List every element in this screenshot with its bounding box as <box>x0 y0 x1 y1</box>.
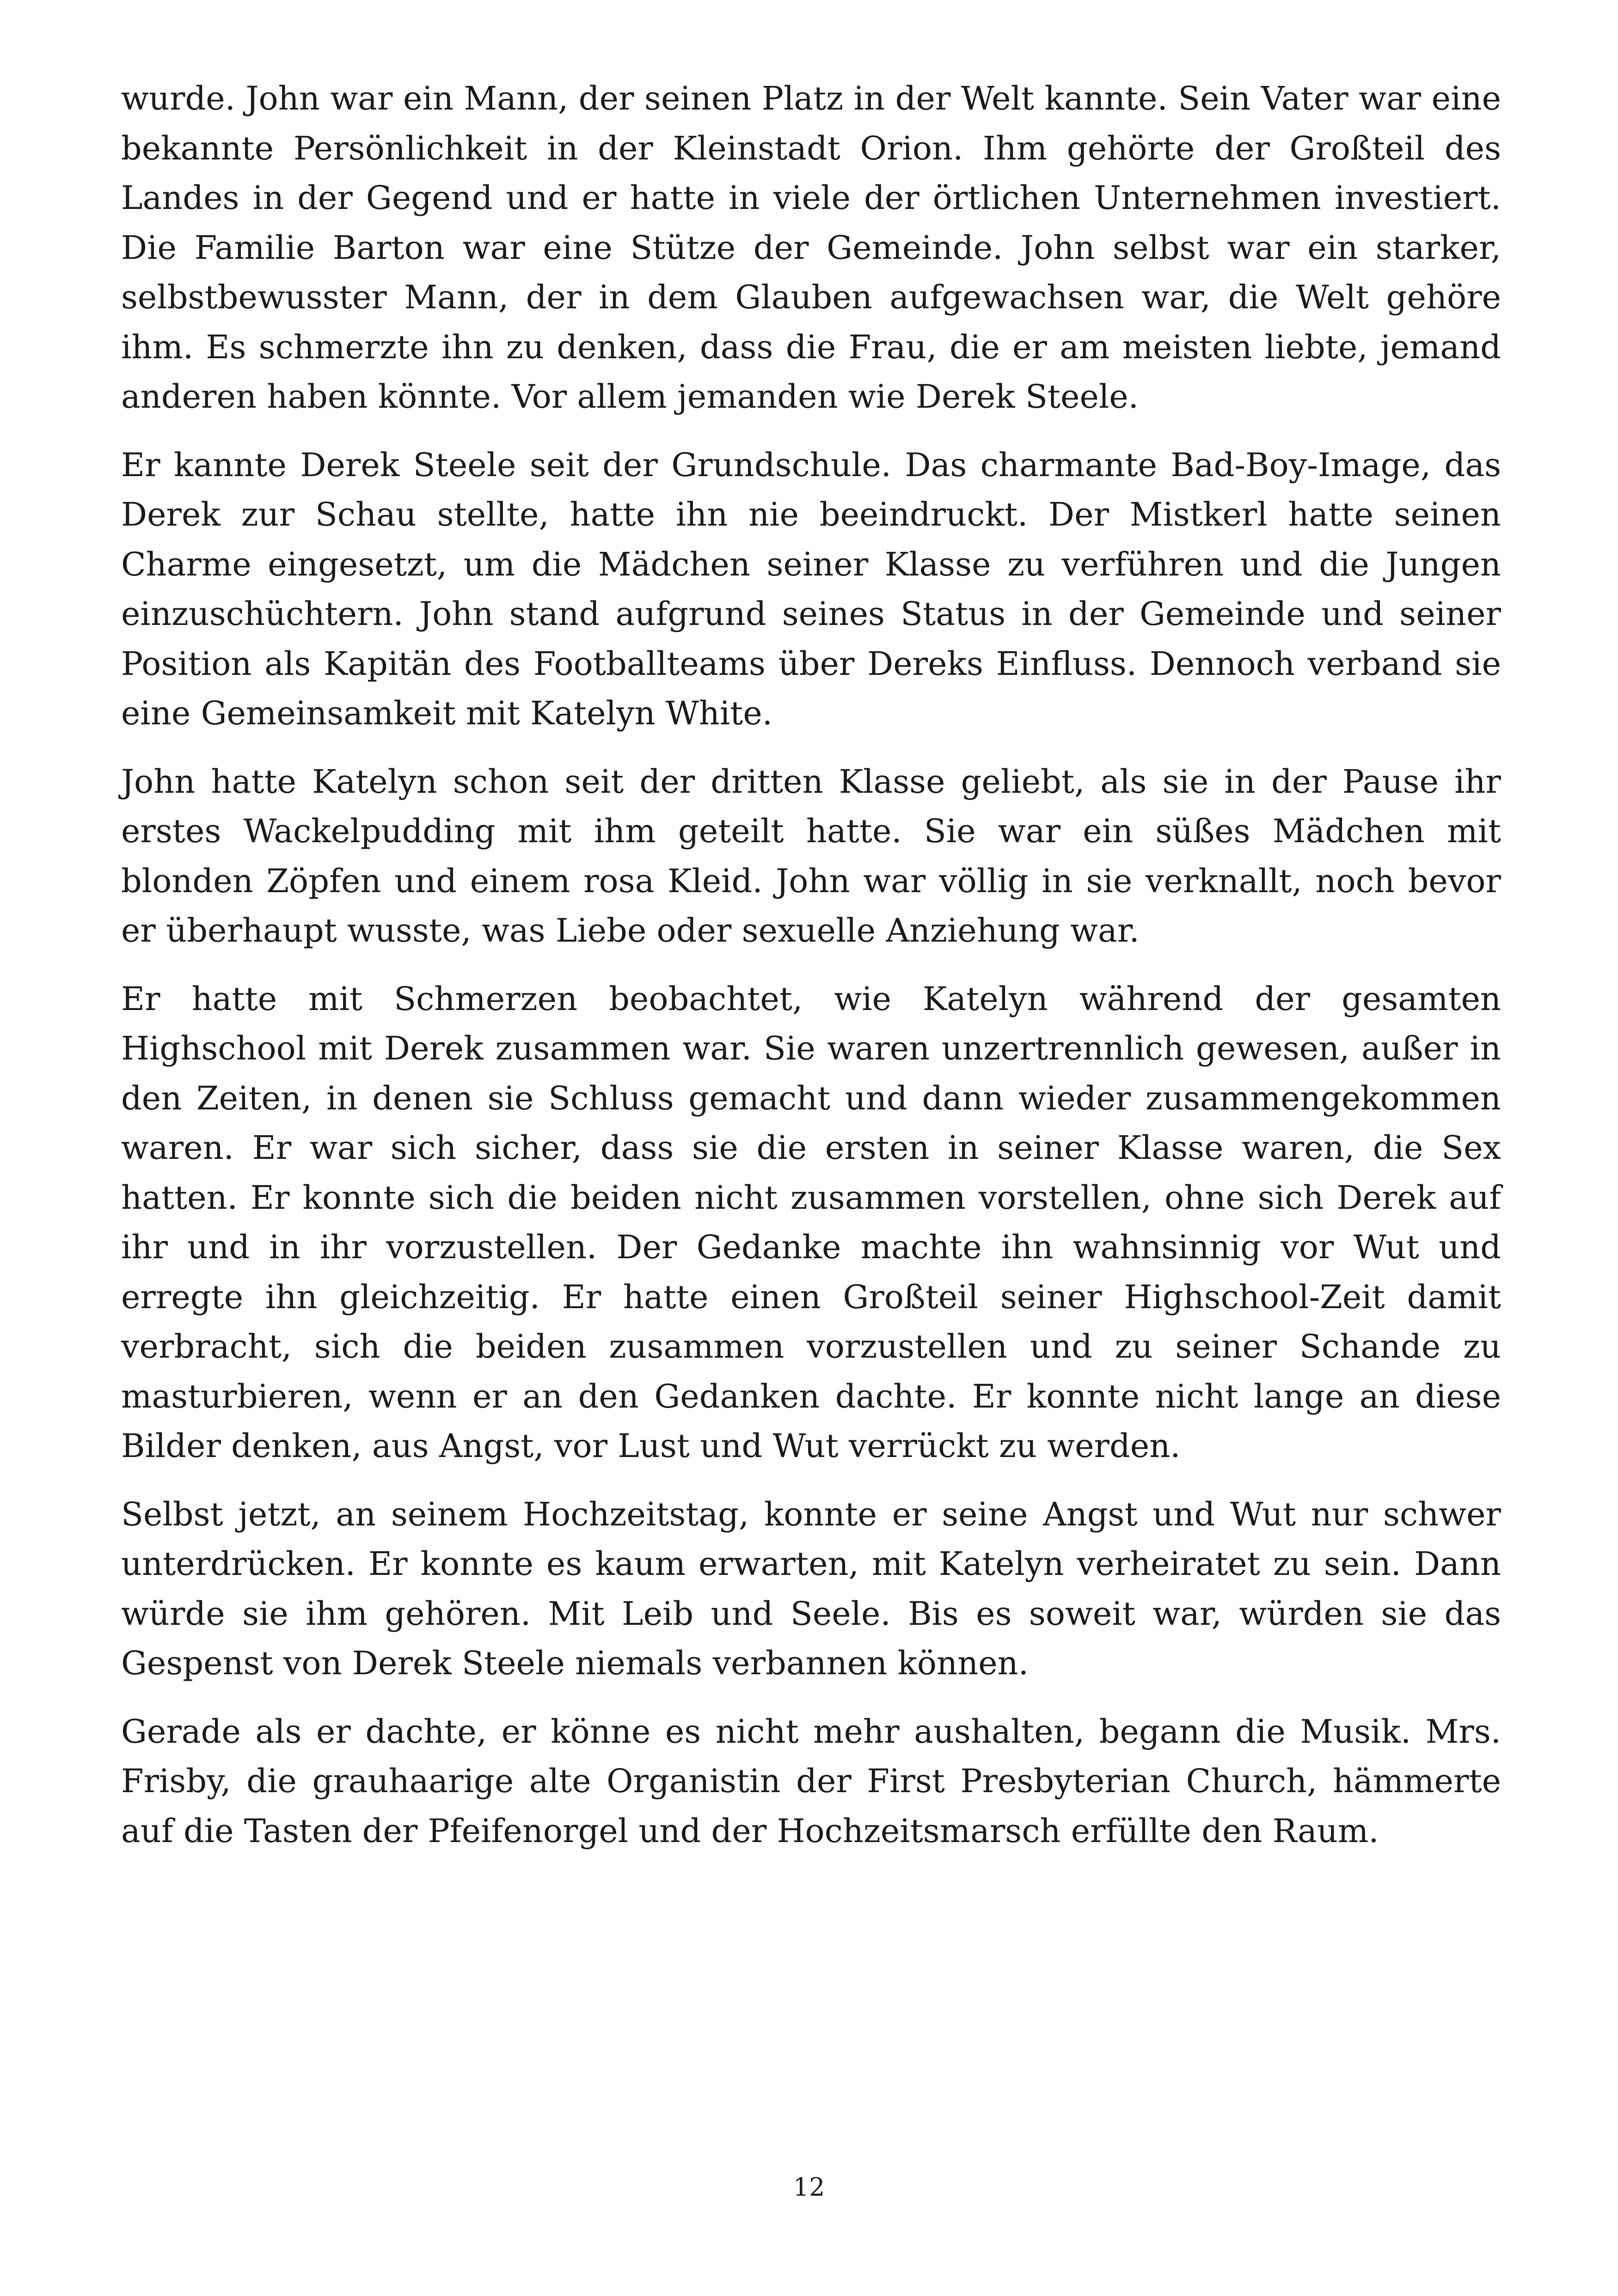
paragraph: wurde. John war ein Mann, der seinen Platz in der Welt kannte. Sein Vater war eine bekannte Persönlichkeit in der Kleinstadt Orion. Ihm gehörte der Großteil des Landes in der Gegend und er hatte in viele der örtlichen Unternehmen investiert. Die Familie Barton war eine Stütze der Gemeinde. John selbst war ein starker, selbstbewusster Mann, der in dem Glauben aufgewachsen war, die Welt gehöre ihm. Es schmerzte ihn zu denken, dass die Frau, die er am meisten liebte, jemand anderen haben könnte. Vor allem jemanden wie Derek Steele. <box>121 80 1501 416</box>
body-text <box>121 74 1501 1874</box>
paragraph: Er hatte mit Schmerzen beobachtet, wie Katelyn während der gesamten Highschool mit Derek zusammen war. Sie waren unzertrennlich gewesen, außer in den Zeiten, in denen sie Schluss gemacht und dann wieder zusammengekommen waren. Er war sich sicher, dass sie die ersten in seiner Klasse waren, die Sex hatten. Er konnte sich die beiden nicht zusammen vorstellen, ohne sich Derek auf ihr und in ihr vorzustellen. Der Gedanke machte ihn wahnsinnig vor Wut und erregte ihn gleichzeitig. Er hatte einen Großteil seiner Highschool-Zeit damit verbracht, sich die beiden zusammen vorzustellen und zu seiner Schande zu masturbieren, wenn er an den Gedanken dachte. Er konnte nicht lange an diese Bilder denken, aus Angst, vor Lust und Wut verrückt zu werden. <box>121 980 1501 1465</box>
paragraph: Er kannte Derek Steele seit der Grundschule. Das charmante Bad-Boy-Image, das Derek zur Schau stellte, hatte ihn nie beeindruckt. Der Mistkerl hatte seinen Charme eingesetzt, um die Mädchen seiner Klasse zu verführen und die Jungen einzuschüchtern. John stand aufgrund seines Status in der Gemeinde und seiner Position als Kapitän des Footballteams über Dereks Einfluss. Dennoch verband sie eine Gemeinsamkeit mit Katelyn White. <box>121 446 1501 732</box>
paragraph: John hatte Katelyn schon seit der dritten Klasse geliebt, als sie in der Pause ihr erstes Wackelpudding mit ihm geteilt hatte. Sie war ein süßes Mädchen mit blonden Zöpfen und einem rosa Kleid. John war völlig in sie verknallt, noch bevor er überhaupt wusste, was Liebe oder sexuelle Anziehung war. <box>121 762 1501 949</box>
paragraph: Gerade als er dachte, er könne es nicht mehr aushalten, begann die Musik. Mrs. Frisby, die grauhaarige alte Organistin der First Presbyterian Church, hämmerte auf die Tasten der Pfeifenorgel und der Hochzeitsmarsch erfüllte den Raum. <box>121 1712 1501 1850</box>
page-number: 12 <box>793 2173 825 2202</box>
paragraph: Selbst jetzt, an seinem Hochzeitstag, konnte er seine Angst und Wut nur schwer unterdrücken. Er konnte es kaum erwarten, mit Katelyn verheiratet zu sein. Dann würde sie ihm gehören. Mit Leib und Seele. Bis es soweit war, würden sie das Gespenst von Derek Steele niemals verbannen können. <box>121 1495 1501 1682</box>
